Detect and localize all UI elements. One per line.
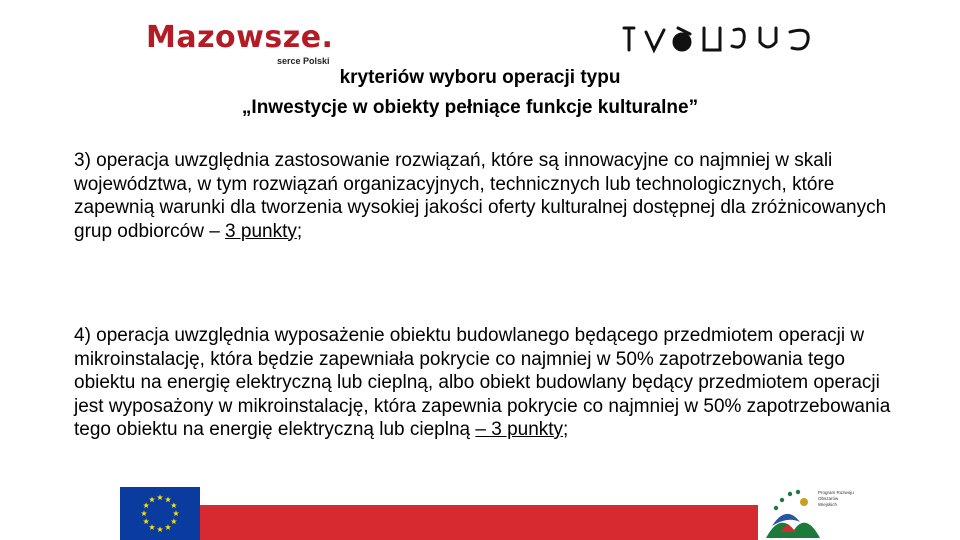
eu-flag-icon	[120, 487, 200, 540]
criterion-3-points: 3 punkty	[225, 220, 297, 242]
page-title-line-1: kryteriów wyboru operacji typu	[339, 67, 621, 88]
criterion-4-points: – 3 punkty	[475, 419, 564, 440]
mazowsze-logo	[146, 18, 366, 68]
brand-name: Mazowsze.	[146, 20, 334, 55]
brand-tagline: serce Polski	[277, 56, 330, 66]
criterion-3-text: 3) operacja uwzględnia zastosowanie rozwiązań, które są innowacyjne co najmniej w skali województwa, w tym rozwiązań organizacyjnych, technicznych lub technologicznych, które zapewnią warunki dla tworzenia wysokiej jakości oferty kulturalnej dostępnej dla zróżnicowanych grup odbiorców –	[74, 150, 887, 242]
criterion-4-end: ;	[563, 419, 569, 440]
decorative-glyphs-icon	[620, 22, 820, 56]
criterion-3	[74, 149, 904, 243]
page-title-line-2: „Inwestycje w obiekty pełniące funkcje kulturalne”	[241, 97, 699, 118]
footer-red-band	[196, 505, 758, 540]
criterion-4-text: 4) operacja uwzględnia wyposażenie obiektu budowlanego będącego przedmiotem operacji w mikroinstalację, która będzie zapewniała pokrycie co najmniej w 50% zapotrzebowania tego obiektu na energię elektryczną lub cieplną, albo obiekt budowlany będący przedmiotem operacji jest wyposażony w mikroinstalację, która zapewnia pokrycie co najmniej w 50% zapotrzebowania tego obiektu na energię elektryczną lub cieplną	[74, 325, 891, 440]
criterion-4	[74, 324, 904, 442]
criterion-3-end: ;	[296, 220, 303, 242]
rural-program-caption: Program Rozwoju Obszarów Wiejskich	[818, 490, 854, 507]
rural-development-logo-icon	[760, 482, 826, 540]
